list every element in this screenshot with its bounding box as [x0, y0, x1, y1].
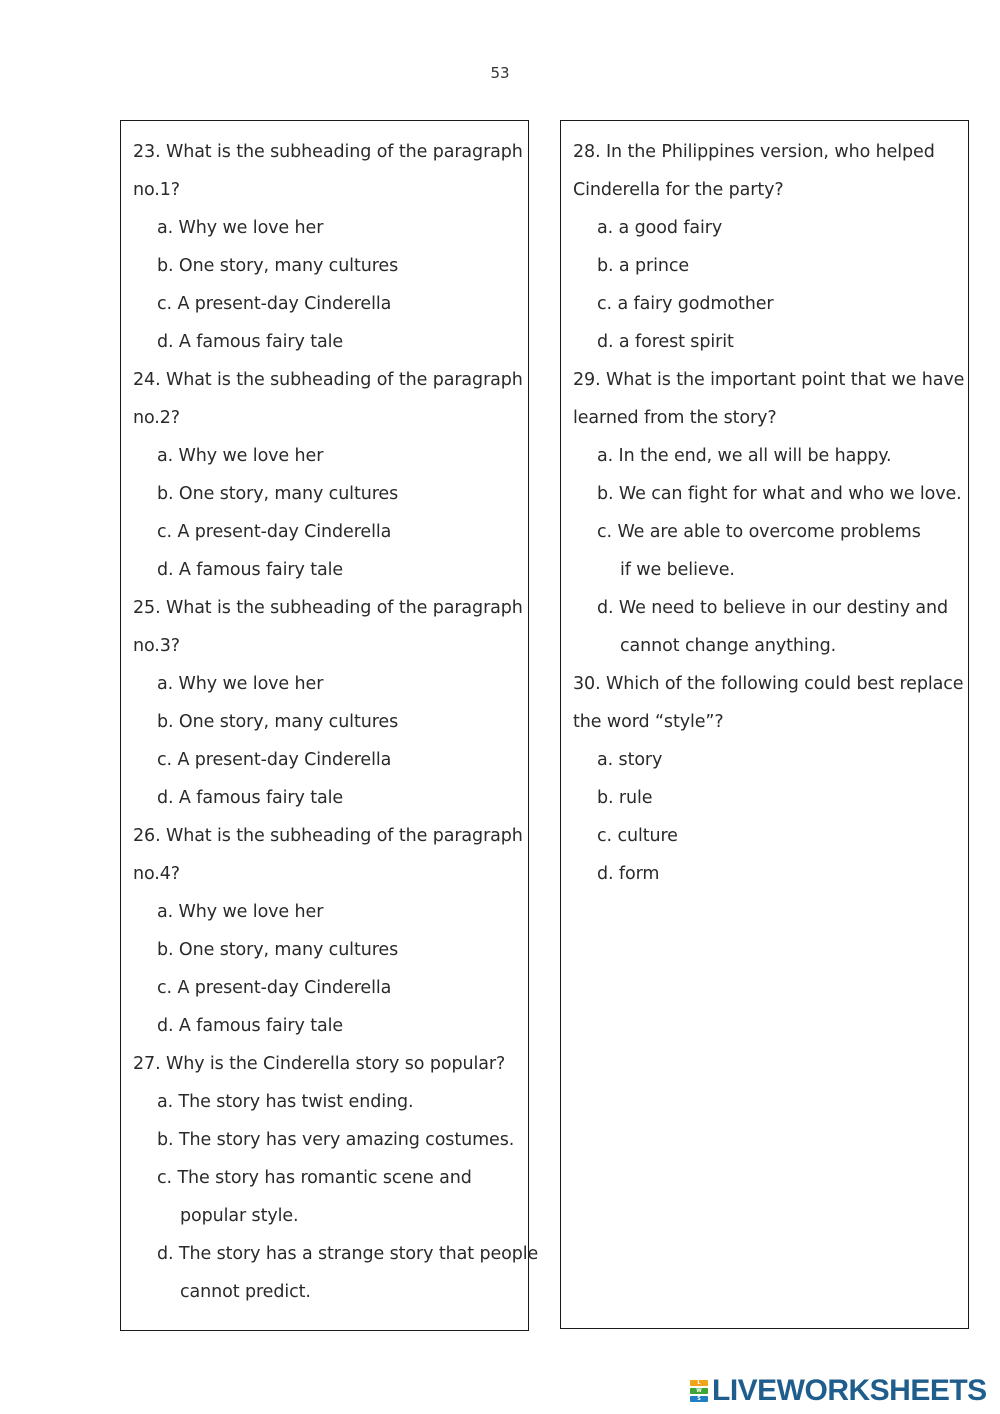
answer-option: d. The story has a strange story that people — [157, 1244, 539, 1264]
answer-option: c. a fairy godmother — [597, 294, 774, 314]
answer-option: popular style. — [180, 1206, 299, 1226]
question-line: Cinderella for the party? — [573, 180, 784, 200]
answer-option: a. The story has twist ending. — [157, 1092, 414, 1112]
answer-option: c. We are able to overcome problems — [597, 522, 921, 542]
answer-option: d. A famous fairy tale — [157, 560, 344, 580]
answer-option: c. A present-day Cinderella — [157, 294, 392, 314]
answer-option: a. story — [597, 750, 663, 770]
question-line: 27. Why is the Cinderella story so popular? — [133, 1054, 506, 1074]
question-line: 23. What is the subheading of the paragraph — [133, 142, 523, 162]
logo-icon-bar: L — [690, 1380, 708, 1386]
question-line: no.2? — [133, 408, 180, 428]
question-line: 24. What is the subheading of the paragraph — [133, 370, 523, 390]
question-line: learned from the story? — [573, 408, 777, 428]
answer-option: c. A present-day Cinderella — [157, 978, 392, 998]
answer-option: c. A present-day Cinderella — [157, 522, 392, 542]
answer-option: a. Why we love her — [157, 902, 324, 922]
answer-option: b. a prince — [597, 256, 690, 276]
right-question-box — [560, 120, 969, 1329]
page-number: 53 — [490, 64, 510, 82]
question-line: the word “style”? — [573, 712, 724, 732]
question-line: 25. What is the subheading of the paragraph — [133, 598, 523, 618]
answer-option: c. The story has romantic scene and — [157, 1168, 472, 1188]
answer-option: a. a good fairy — [597, 218, 723, 238]
left-question-box — [120, 120, 539, 1331]
answer-option: c. A present-day Cinderella — [157, 750, 392, 770]
answer-option: cannot predict. — [180, 1282, 311, 1302]
answer-option: b. One story, many cultures — [157, 484, 399, 504]
answer-option: d. We need to believe in our destiny and — [597, 598, 949, 618]
answer-option: d. A famous fairy tale — [157, 788, 344, 808]
liveworksheets-logo[interactable] — [690, 1374, 987, 1408]
question-line: 30. Which of the following could best replace — [573, 674, 964, 694]
question-line: 26. What is the subheading of the paragraph — [133, 826, 523, 846]
answer-option: a. Why we love her — [157, 446, 324, 466]
answer-option: b. One story, many cultures — [157, 712, 399, 732]
answer-option: d. form — [597, 864, 660, 884]
answer-option: a. In the end, we all will be happy. — [597, 446, 892, 466]
answer-option: d. A famous fairy tale — [157, 332, 344, 352]
answer-option: b. The story has very amazing costumes. — [157, 1130, 515, 1150]
answer-option: a. Why we love her — [157, 218, 324, 238]
answer-option: b. We can fight for what and who we love. — [597, 484, 962, 504]
answer-option: d. A famous fairy tale — [157, 1016, 344, 1036]
answer-option: a. Why we love her — [157, 674, 324, 694]
answer-option: if we believe. — [620, 560, 735, 580]
question-line: 29. What is the important point that we have — [573, 370, 965, 390]
answer-option: cannot change anything. — [620, 636, 837, 656]
answer-option: b. One story, many cultures — [157, 940, 399, 960]
liveworksheets-icon — [690, 1379, 708, 1403]
answer-option: c. culture — [597, 826, 678, 846]
logo-icon-bar: S — [690, 1396, 708, 1402]
logo-icon-bar: W — [690, 1388, 708, 1394]
question-line: no.1? — [133, 180, 180, 200]
logo-text: LIVEWORKSHEETS — [712, 1374, 987, 1407]
question-line: no.4? — [133, 864, 180, 884]
answer-option: b. rule — [597, 788, 653, 808]
question-line: 28. In the Philippines version, who helped — [573, 142, 935, 162]
question-line: no.3? — [133, 636, 180, 656]
answer-option: d. a forest spirit — [597, 332, 734, 352]
answer-option: b. One story, many cultures — [157, 256, 399, 276]
